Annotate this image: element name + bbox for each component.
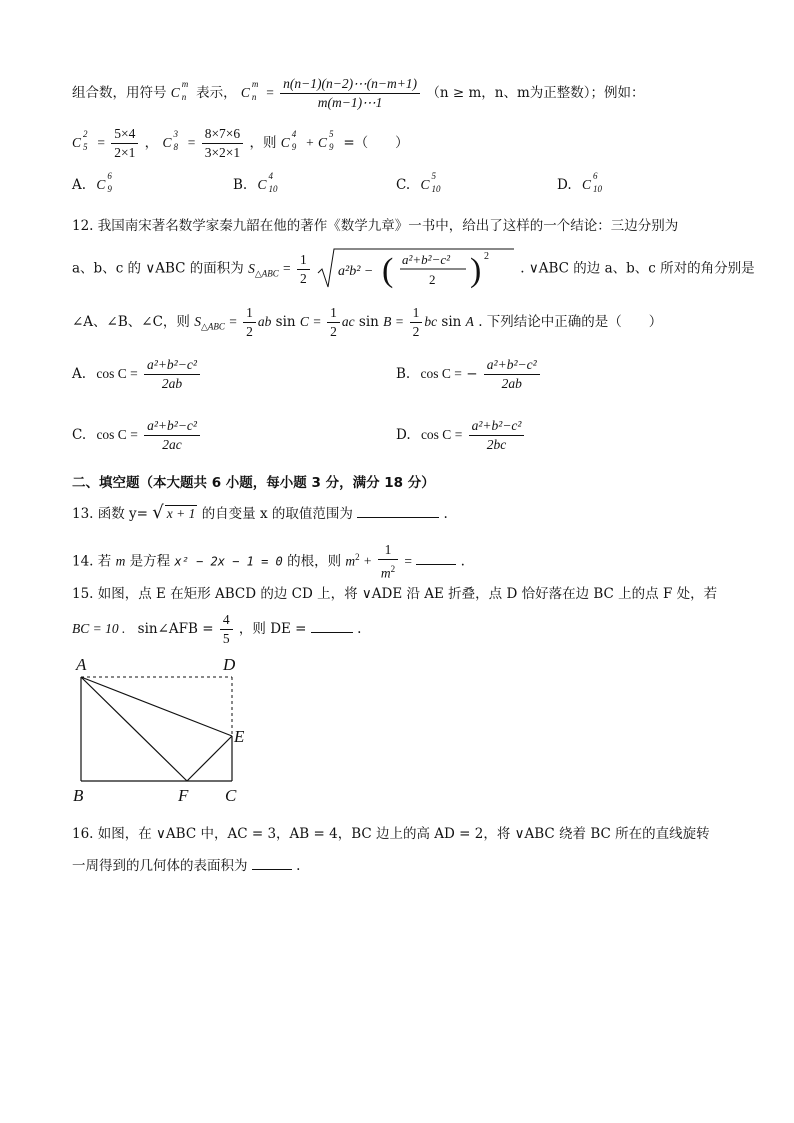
q12-option-c[interactable] [72,418,202,453]
svg-text:2: 2 [484,251,489,262]
half-3: $\frac{1}{2}$ [410,305,423,340]
q16-line-2-text: 一周得到的几何体的表面积为 [72,858,248,874]
q14-pre: 14. 若 [72,553,112,570]
option-label: B. [233,177,248,193]
option-label: C. [396,177,411,193]
option-lhs: cos C = [96,427,138,442]
option-frac: $\frac{\text{a²+b²−c²}}{2ab}$ [144,357,200,392]
q11-option-c[interactable]: C. C 5 10 [396,171,441,194]
q15-end: . [357,621,362,637]
ask-end: =（ ） [343,135,409,151]
option-label: B. [396,366,411,382]
option-lhs: cos C = [420,427,463,442]
q14-answer-blank[interactable] [416,552,456,565]
ask-text: ，则 [249,135,277,151]
q16-line-1: 16. 如图，在 ∨ABC 中，AC = 3，AB = 4，BC 边上的高 AD = 2，将 ∨ABC 绕着 BC 所在的直线旋转 [72,826,710,842]
intro-line: 组合数，用符号 C m n 表示， C m n = $\frac{n(n-1)(n-2)\cdots(n-m+1)}{m(m-1)\cdots 1}$ （n ≥ m，n、m为正整数）；例如： [72,76,645,110]
svg-text:a²+b²−c²: a²+b²−c² [402,252,451,267]
example-1-den: 2×1 [114,145,136,160]
q15-figure [70,650,290,810]
q13-line: 13. 函数 y= √ x + 1 的自变量 x 的取值范围为 . [72,502,448,523]
q14-post: 的根，则 [287,553,342,570]
q15-answer-blank[interactable] [311,620,353,633]
q12-option-a[interactable] [72,357,202,392]
svg-text:): ) [470,252,482,289]
q15-line-2 [72,612,361,647]
option-label: C. [72,427,87,443]
q11-option-b[interactable]: B. C 4 10 [233,171,278,194]
intro-condition: （n ≥ m，n、m为正整数）；例如： [426,85,645,101]
example-2-num: 8×7×6 [202,126,243,144]
q12-line-3a: ∠A、∠B、∠C，则 [72,314,190,330]
q15-line-1: 15. 如图，点 E 在矩形 ABCD 的边 CD 上，将 ∨ADE 沿 AE 折叠，点 D 恰好落在边 BC 上的点 F 处，若 [72,586,718,602]
q13-radicand: x + 1 [166,506,196,521]
q16-answer-blank[interactable] [252,857,292,870]
option-lhs: cos C = [420,366,462,381]
comb-formula-den: m(m−1)⋯1 [317,95,383,110]
label-e: E [234,727,245,746]
label-c: C [225,786,237,805]
q12-line-3: ∠A、∠B、∠C，则 $S_{\triangle ABC}$ = $\frac{1}{2}$ ab sin C = $\frac{1}{2}$ ac sin B = $\frac{1}{2}$ bc sin A . 下列结论中正确的是（ ） [72,305,663,339]
q15-line-2b: sin∠AFB = [137,621,214,637]
q13-end: . [443,506,448,522]
intro-text-2: 表示， [196,85,237,101]
option-frac: $\frac{\text{a²+b²−c²}}{2bc}$ [469,418,525,453]
label-a: A [76,655,87,674]
comb-notation-2: C m n [240,79,259,102]
heron-radical [316,247,516,291]
option-label: D. [557,177,572,193]
q12-line-2: a、b、c 的 ∨ABC 的面积为 $S_{\triangle ABC}$ = $\frac{1}{2}$ a²b² − ( a²+b²−c² 2 ) 2 . ∨ABC 的边 a、b、c 所对的角分别是 [72,247,755,291]
q12-line-2a: a、b、c 的 ∨ABC 的面积为 [72,260,244,277]
segment-fe [187,736,232,781]
option-label: D. [396,427,411,443]
example-1-num: 5×4 [111,126,138,144]
intro-text-1: 组合数，用符号 [72,85,167,101]
option-frac: $\frac{\text{a²+b²−c²}}{2ac}$ [144,418,200,453]
option-sign: − [466,366,478,382]
example-2-den: 3×2×1 [204,145,241,160]
q14-frac: $\frac{1}{m^2}$ [378,542,398,582]
label-d: D [223,655,236,674]
segment-af [81,677,187,781]
svg-text:2: 2 [429,272,436,287]
example-1 [111,126,138,161]
label-b: B [73,786,84,805]
q12-line-3b: . 下列结论中正确的是（ ） [478,314,663,330]
q15-line-2a: BC = 10 . [72,621,126,636]
q13-answer-blank[interactable] [357,505,439,518]
radical-svg [316,247,516,291]
q12-option-d[interactable] [396,418,526,453]
section-2-title: 二、填空题（本大题共 6 小题，每小题 3 分，满分 18 分） [72,475,435,491]
q13-post: 的自变量 x 的取值范围为 [201,506,353,522]
c94: C 4 9 [280,129,297,152]
q11-option-a[interactable]: A. C 6 9 [72,171,112,194]
q16-line-2 [72,854,300,874]
segment-ae [81,677,232,736]
q16-end: . [296,858,301,874]
q12-option-b[interactable] [396,357,542,392]
comb-formula-num: n(n−1)(n−2)⋯(n−m+1) [280,76,420,94]
q14-mid: 是方程 [129,553,171,570]
comb-formula [280,76,420,111]
q12-line-2b: . ∨ABC 的边 a、b、c 所对的角分别是 [520,260,755,277]
q11-option-d[interactable]: D. C 6 10 [557,171,602,194]
half-2: $\frac{1}{2}$ [327,305,340,340]
c52: C 2 5 [72,129,88,152]
half-1: $\frac{1}{2}$ [243,305,256,340]
option-frac: $\frac{\text{a²+b²−c²}}{2ab}$ [484,357,540,392]
c95: C 5 9 [318,129,334,152]
q15-line-2c: ，则 DE = [238,621,307,637]
q14-end: . [460,553,465,570]
svg-text:a²b² −: a²b² − [338,264,374,279]
svg-text:(: ( [382,252,394,289]
q14-line: 14. 若 m 是方程 x² − 2x − 1 = 0 的根，则 $m^2$ + $\frac{1}{m^2}$ = . [72,542,465,581]
q15-frac: $\frac{4}{5}$ [220,612,233,647]
c83: C 3 8 [162,129,178,152]
option-lhs: cos C = [96,366,138,381]
q14-equation: x² − 2x − 1 = 0 [174,554,283,569]
examples-line: C 2 5 = $\frac{5\times 4}{2\times 1}$ ， C 3 8 = $\frac{8\times 7\times 6}{3\times 2\times 1}$ ，则 C 4 9 + C 5 9 =（ ） [72,126,409,160]
example-2 [202,126,243,161]
label-f: F [178,786,189,805]
q12-line-1: 12. 我国南宋著名数学家秦九韶在他的著作《数学九章》一书中，给出了这样的一个结论：三边分别为 [72,218,679,234]
half-frac: $\frac{1}{2}$ [297,252,310,287]
option-label: A. [72,366,87,382]
option-label: A. [72,177,87,193]
q13-pre: 13. 函数 y= [72,506,148,522]
comb-notation: C m n [170,79,189,102]
